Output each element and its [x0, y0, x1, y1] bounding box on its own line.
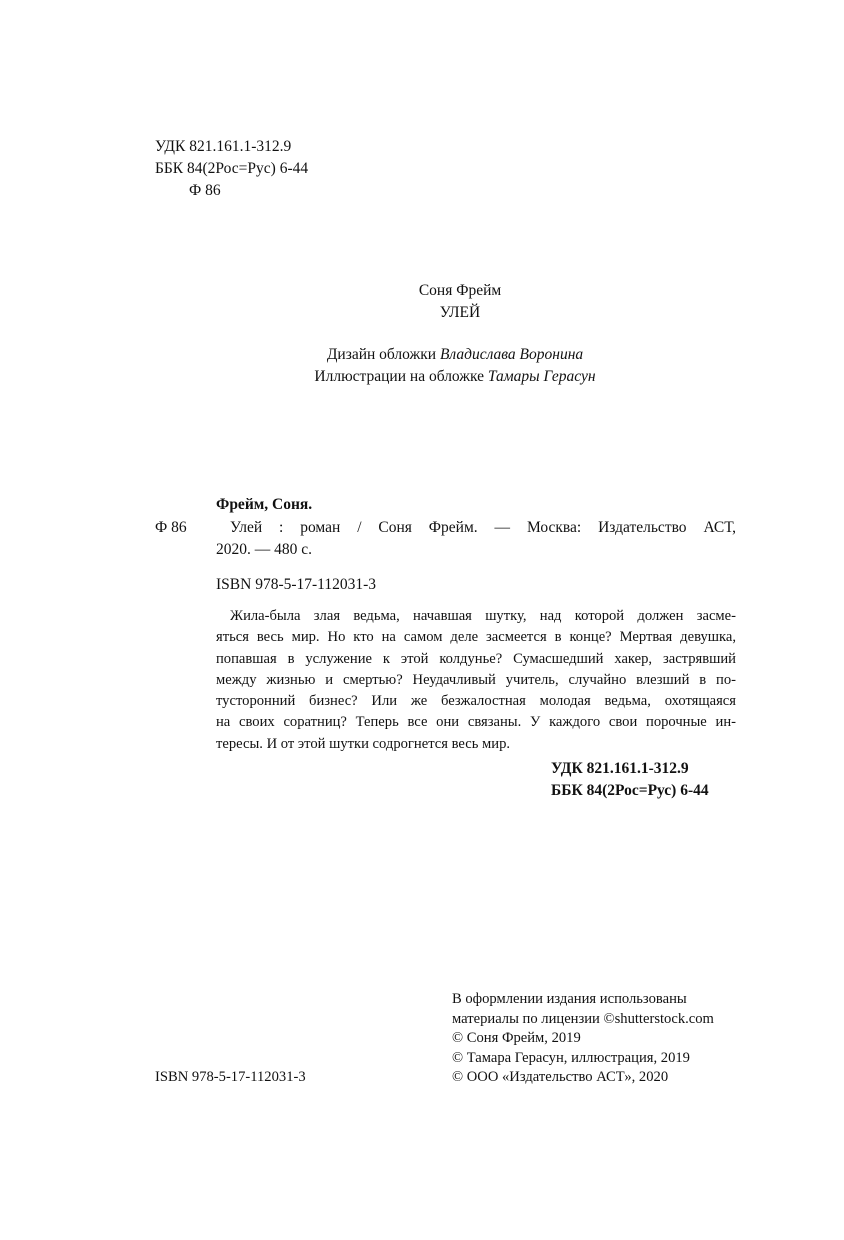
credit-line: материалы по лицензии ©shutterstock.com [452, 1010, 714, 1027]
annotation-line: попавшая в услужение к этой колдунье? Сумасшедший хакер, застрявший [216, 650, 736, 667]
illustrations-label: Иллюстрации на обложке [314, 368, 485, 385]
cover-design-credit [250, 344, 660, 365]
annotation [216, 606, 736, 755]
isbn-bottom: ISBN 978-5-17-112031-3 [155, 1069, 306, 1085]
annotation-line: яться весь мир. Но кто на самом деле засмеется в конце? Мертвая девушка, [216, 629, 736, 646]
annotation-line: тересы. И от этой шутки содрогнется весь мир. [216, 735, 511, 752]
udk-code-bold: УДК 821.161.1-312.9 [551, 760, 689, 777]
catalog-line-2: 2020. — 480 с. [216, 541, 313, 558]
annotation-line: Жила-была злая ведьма, начавшая шутку, над которой должен засме- [230, 608, 736, 624]
bbk-code-top: ББК 84(2Рос=Рус) 6-44 [155, 160, 309, 177]
catalog-isbn: ISBN 978-5-17-112031-3 [216, 576, 377, 593]
annotation-line: между жизнью и смертью? Неудачливый учитель, случайно влезший в по- [216, 671, 736, 688]
illustrations-name: Тамары Герасун [487, 368, 596, 385]
credit-line: В оформлении издания использованы [452, 991, 687, 1007]
author-sign-top: Ф 86 [189, 182, 221, 199]
book-author: Соня Фрейм [418, 282, 502, 299]
udk-code-top: УДК 821.161.1-312.9 [155, 138, 292, 155]
cover-design-name: Владислава Воронина [439, 346, 584, 363]
catalog-heading: Фрейм, Соня. [216, 496, 313, 513]
credit-line: © ООО «Издательство АСТ», 2020 [452, 1069, 669, 1085]
bbk-code-bold: ББК 84(2Рос=Рус) 6-44 [551, 782, 709, 799]
credit-line: © Соня Фрейм, 2019 [452, 1030, 581, 1046]
catalog-line-1: Улей : роман / Соня Фрейм. — Москва: Издательство АСТ, [230, 519, 736, 536]
illustrations-credit [250, 366, 660, 387]
copyright-block [452, 990, 714, 1088]
catalog-author-sign: Ф 86 [155, 519, 187, 536]
credit-line: © Тамара Герасун, иллюстрация, 2019 [452, 1049, 690, 1066]
annotation-line: тусторонний бизнес? Или же безжалостная молодая ведьма, охотящаяся [216, 693, 736, 710]
cover-design-label: Дизайн обложки [326, 346, 437, 363]
book-title: УЛЕЙ [439, 304, 481, 321]
annotation-line: на своих соратниц? Теперь все они связаны. У каждого свои порочные ин- [216, 714, 736, 731]
